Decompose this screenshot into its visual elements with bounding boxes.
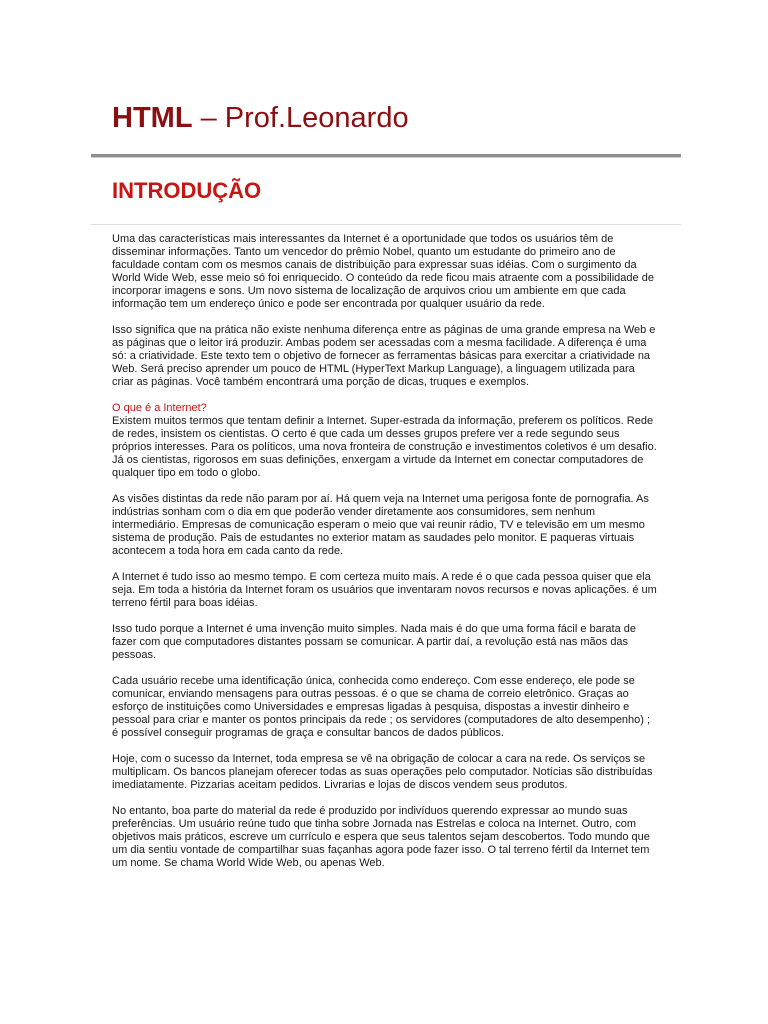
section-divider [91, 224, 681, 225]
document-title-bold: HTML [112, 102, 193, 134]
subsection-heading: O que é a Internet? [112, 402, 207, 414]
section-title: INTRODUÇÃO [112, 178, 262, 203]
paragraph: Existem muitos termos que tentam definir a Internet. Super-estrada da informação, preferem os políticos. Rede de redes, insistem os cientistas. O certo é que cada um desses grupos prefere ver a rede segundo seus próprios interesses. Para os políticos, uma nova fronteira de construção e investimentos coletivos é um desafio. Já os cientistas, rigorosos em suas definições, enxergam a virtude da Internet em conectar computadores de qualquer tipo em todo o globo. [112, 415, 657, 479]
paragraph: As visões distintas da rede não param por aí. Há quem veja na Internet uma perigosa fonte de pornografia. As indústrias sonham com o dia em que poderão vender diretamente aos consumidores, sem nenhum intermediário. Empresas de comunicação esperam o meio que vai reunir rádio, TV e televisão em um mesmo sistema de produção. Pais de estudantes no exterior matam as saudades pelo monitor. E paqueras virtuais acontecem a toda hora em cada canto da rede. [112, 493, 649, 557]
paragraph: Isso tudo porque a Internet é uma invenção muito simples. Nada mais é do que uma forma fácil e barata de fazer com que computadores distantes possam se comunicar. A partir daí, a revolução está nas mãos das pessoas. [112, 623, 637, 661]
document-body [112, 233, 657, 883]
paragraph: Uma das características mais interessantes da Internet é a oportunidade que todos os usuários têm de disseminar informações. Tanto um vencedor do prêmio Nobel, quanto um estudante do primeiro ano de faculdade contam com os mesmos canais de distribuição para expressar suas idéias. Com o surgimento da World Wide Web, esse meio só foi enriquecido. O conteúdo da rede ficou mais atraente com a possibilidade de incorporar imagens e sons. Um novo sistema de localização de arquivos criou um ambiente em que cada informação tem um endereço único e pode ser encontrada por qualquer usuário da rede. [112, 233, 654, 310]
title-divider [91, 154, 681, 158]
paragraph: No entanto, boa parte do material da rede é produzido por indivíduos querendo expressar ao mundo suas preferências. Um usuário reúne tudo que tinha sobre Jornada nas Estrelas e coloca na Internet. Outro, com objetivos mais práticos, escreve um currículo e espera que seus talentos sejam descobertos. Todo mundo que um dia sentiu vontade de compartilhar suas façanhas agora pode fazer isso. O tal terreno fértil da Internet tem um nome. Se chama World Wide Web, ou apenas Web. [112, 805, 650, 869]
paragraph: Hoje, com o sucesso da Internet, toda empresa se vê na obrigação de colocar a cara na rede. Os serviços se multiplicam. Os bancos planejam oferecer todas as suas operações pelo computador. Notícias são distribuídas imediatamente. Pizzarias aceitam pedidos. Livrarias e lojas de discos vendem seus produtos. [112, 753, 653, 791]
paragraph: Cada usuário recebe uma identificação única, conhecida como endereço. Com esse endereço, ele pode se comunicar, enviando mensagens para outras pessoas. é o que se chama de correio eletrônico. Graças ao esforço de instituições como Universidades e empresas ligadas à pesquisa, dispostas a investir dinheiro e pessoal para criar e manter os pontos principais da rede ; os servidores (computadores de alto desempenho) ; é possível conseguir programas de graça e consultar bancos de dados públicos. [112, 675, 651, 739]
document-title-rest: – Prof.Leonardo [192, 102, 409, 134]
paragraph: Isso significa que na prática não existe nenhuma diferença entre as páginas de uma grande empresa na Web e as páginas que o leitor irá produzir. Ambas podem ser acessadas com a mesma facilidade. A diferença é uma só: a criatividade. Este texto tem o objetivo de fornecer as ferramentas básicas para exercitar a criatividade na Web. Será preciso aprender um pouco de HTML (HyperText Markup Language), a linguagem utilizada para criar as páginas. Você também encontrará uma porção de dicas, truques e exemplos. [112, 324, 656, 388]
document-title [112, 98, 409, 138]
paragraph: A Internet é tudo isso ao mesmo tempo. E com certeza muito mais. A rede é o que cada pessoa quiser que ela seja. Em toda a história da Internet foram os usuários que inventaram novos recursos e novas aplicações. é um terreno fértil para boas idéias. [112, 571, 657, 609]
